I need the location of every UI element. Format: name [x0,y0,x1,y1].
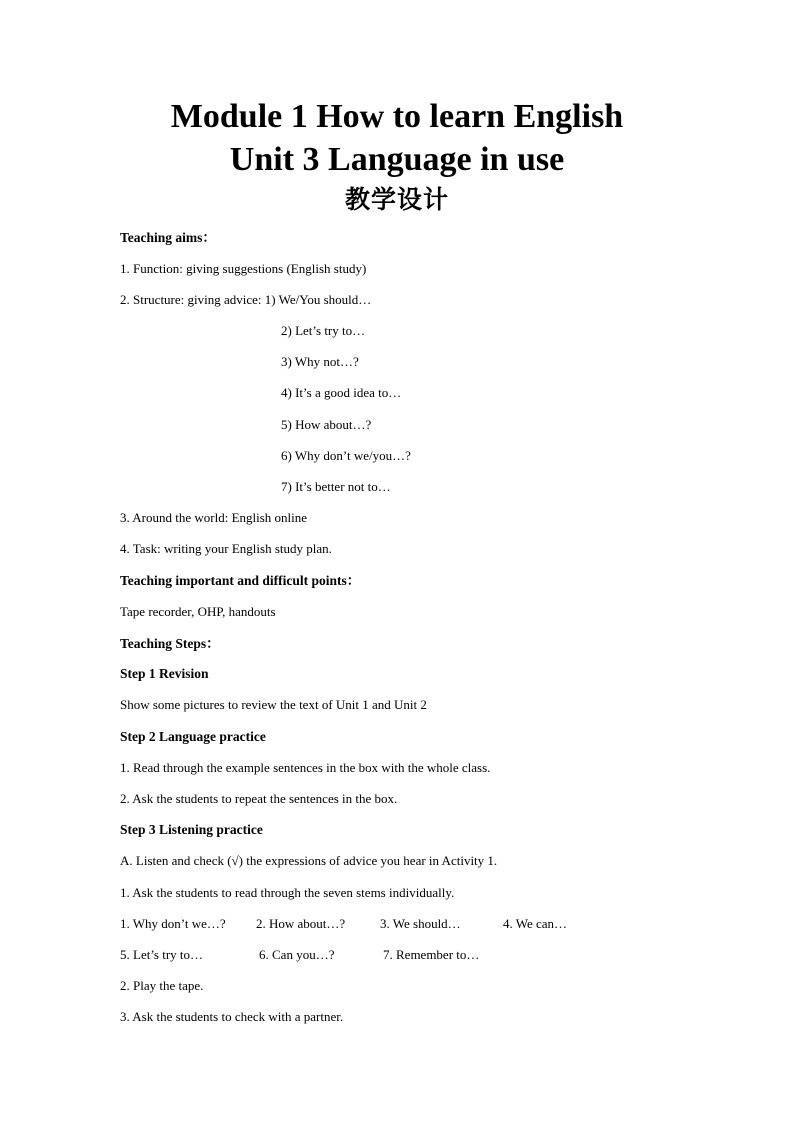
step-2-line-2: 2. Ask the students to repeat the sentences in the box. [120,791,398,806]
structure-item-2: 2) Let’s try to… [281,323,366,338]
structure-item-3: 3) Why not…? [281,354,359,369]
structure-item-6: 6) Why don’t we/you…? [281,448,411,463]
important-points-heading: Teaching important and difficult points： [120,573,361,588]
structure-item-7: 7) It’s better not to… [281,479,391,494]
stem-item: 3. We should… [380,916,461,931]
title-line-1: Module 1 How to learn English [170,98,624,135]
stem-item: 4. We can… [503,916,568,931]
stem-item: 7. Remember to… [383,947,480,962]
aim-3: 3. Around the world: English online [120,510,308,525]
step-3-line-a: A. Listen and check (√) the expressions of advice you hear in Activity 1. [120,853,498,868]
materials-text: Tape recorder, OHP, handouts [120,604,276,619]
step-3-line-2: 2. Play the tape. [120,978,204,993]
stem-item: 6. Can you…? [259,947,335,962]
stem-item: 1. Why don’t we…? [120,916,226,931]
aim-4: 4. Task: writing your English study plan. [120,541,332,556]
step-1-heading: Step 1 Revision [120,666,209,681]
aim-1: 1. Function: giving suggestions (English study) [120,261,367,276]
stem-item: 2. How about…? [256,916,346,931]
step-2-line-1: 1. Read through the example sentences in the box with the whole class. [120,760,491,775]
title-line-3: 教学设计 [344,185,449,214]
aim-2: 2. Structure: giving advice: 1) We/You should… [120,292,372,307]
step-2-heading: Step 2 Language practice [120,729,266,744]
teaching-aims-heading: Teaching aims： [120,230,216,245]
stem-item: 5. Let’s try to… [120,947,204,962]
structure-item-4: 4) It’s a good idea to… [281,385,402,400]
step-3-line-3: 3. Ask the students to check with a partner. [120,1009,344,1024]
structure-item-5: 5) How about…? [281,417,372,432]
step-3-heading: Step 3 Listening practice [120,822,263,837]
step-1-text: Show some pictures to review the text of Unit 1 and Unit 2 [120,697,427,712]
step-3-line-1: 1. Ask the students to read through the seven stems individually. [120,885,455,900]
teaching-steps-heading: Teaching Steps： [120,636,220,651]
title-line-2: Unit 3 Language in use [229,141,565,178]
